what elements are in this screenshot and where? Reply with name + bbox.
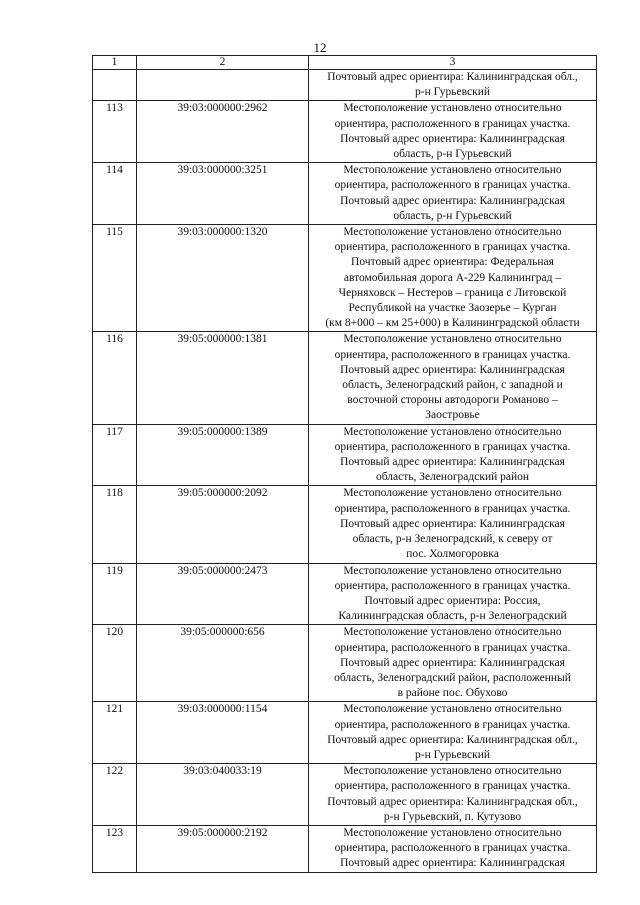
row-number — [93, 70, 137, 101]
location-line: область, р-н Зеленоградский, к северу от — [352, 533, 553, 546]
column-header-location: 3 — [309, 56, 597, 70]
location-line: Почтовый адрес ориентира: Калининградская обл., — [327, 795, 578, 808]
row-number: 122 — [93, 764, 137, 826]
table-row — [93, 702, 597, 764]
location-line: область, Зеленоградский район — [375, 471, 530, 484]
location-line: Калининградская область, р-н Зеленоградский — [338, 610, 567, 623]
location-line: Почтовый адрес ориентира: Россия, — [364, 594, 541, 607]
location-description — [309, 825, 597, 872]
table-row — [93, 332, 597, 424]
location-line: Почтовый адрес ориентира: Калининградская — [340, 656, 565, 669]
location-line: ориентира, расположенного в границах участка. — [334, 718, 571, 731]
location-line: ориентира, расположенного в границах участка. — [334, 241, 571, 254]
location-line: Почтовый адрес ориентира: Калининградская обл., — [327, 733, 578, 746]
location-description — [309, 486, 597, 563]
location-line: Заостровье — [425, 409, 480, 422]
cadastral-number: 39:03:000000:3251 — [137, 163, 309, 225]
location-line: Местоположение установлено относительно — [343, 826, 562, 839]
location-line: ориентира, расположенного в границах участка. — [334, 641, 571, 654]
location-description — [309, 702, 597, 764]
table-row — [93, 163, 597, 225]
location-line: Местоположение установлено относительно — [343, 487, 562, 500]
cadastral-number: 39:05:000000:1381 — [137, 332, 309, 424]
location-line: ориентира, расположенного в границах участка. — [334, 348, 571, 361]
location-line: ориентира, расположенного в границах участка. — [334, 502, 571, 515]
cadastral-number: 39:03:000000:1154 — [137, 702, 309, 764]
table-row — [93, 486, 597, 563]
location-line: Местоположение установлено относительно — [343, 333, 562, 346]
cadastral-number: 39:05:000000:2092 — [137, 486, 309, 563]
location-line: Местоположение установлено относительно — [343, 626, 562, 639]
location-line: Местоположение установлено относительно — [343, 703, 562, 716]
row-number: 123 — [93, 825, 137, 872]
registry-table — [92, 55, 597, 873]
table-row — [93, 563, 597, 625]
location-description — [309, 424, 597, 486]
table-row — [93, 225, 597, 332]
location-line: Почтовый адрес ориентира: Калининградская — [340, 194, 565, 207]
location-line: Почтовый адрес ориентира: Калининградская — [340, 363, 565, 376]
location-line: область, р-н Гурьевский — [393, 209, 512, 222]
header-row — [93, 56, 597, 70]
location-line: область, р-н Гурьевский — [393, 148, 512, 161]
cadastral-number: 39:05:000000:2192 — [137, 825, 309, 872]
row-number: 117 — [93, 424, 137, 486]
row-number: 121 — [93, 702, 137, 764]
row-number: 115 — [93, 225, 137, 332]
location-description — [309, 332, 597, 424]
location-description — [309, 563, 597, 625]
location-line: ориентира, расположенного в границах участка. — [334, 440, 571, 453]
location-line: Почтовый адрес ориентира: Калининградская — [340, 517, 565, 530]
location-line: Почтовый адрес ориентира: Калининградская — [340, 456, 565, 469]
table-row — [93, 825, 597, 872]
row-number: 120 — [93, 625, 137, 702]
location-line: (км 8+000 – км 25+000) в Калининградской области — [325, 317, 580, 330]
location-description — [309, 70, 597, 101]
row-number: 118 — [93, 486, 137, 563]
table-row — [93, 70, 597, 101]
cadastral-number: 39:05:000000:2473 — [137, 563, 309, 625]
location-description — [309, 625, 597, 702]
location-line: в районе пос. Обухово — [397, 687, 508, 700]
column-header-number: 1 — [93, 56, 137, 70]
location-line: Почтовый адрес ориентира: Калининградская — [340, 132, 565, 145]
cadastral-number: 39:03:000000:2962 — [137, 101, 309, 163]
location-line: Местоположение установлено относительно — [343, 425, 562, 438]
location-line: восточной стороны автодороги Романово – — [347, 394, 558, 407]
location-line: Почтовый адрес ориентира: Калининградская обл., — [327, 71, 578, 83]
location-line: Черняховск – Нестеров – граница с Литовской — [338, 286, 567, 299]
cadastral-number: 39:03:040033:19 — [137, 764, 309, 826]
location-description — [309, 101, 597, 163]
table-row — [93, 625, 597, 702]
location-line: ориентира, расположенного в границах участка. — [334, 179, 571, 192]
location-description — [309, 764, 597, 826]
location-line: Республикой на участке Заозерье – Курган — [348, 302, 557, 315]
cadastral-number: 39:05:000000:1389 — [137, 424, 309, 486]
location-line: Местоположение установлено относительно — [343, 765, 562, 778]
row-number: 113 — [93, 101, 137, 163]
location-line: ориентира, расположенного в границах участка. — [334, 579, 571, 592]
table-row — [93, 764, 597, 826]
column-header-cadastral: 2 — [137, 56, 309, 70]
location-line: автомобильная дорога А-229 Калининград – — [343, 271, 562, 284]
cadastral-number: 39:05:000000:656 — [137, 625, 309, 702]
location-line: область, Зеленоградский район, с западной и — [342, 379, 563, 392]
location-line: Почтовый адрес ориентира: Калининградская — [340, 857, 565, 870]
location-line: Местоположение установлено относительно — [343, 226, 562, 239]
table-row — [93, 424, 597, 486]
cadastral-number: 39:03:000000:1320 — [137, 225, 309, 332]
table-row — [93, 101, 597, 163]
cadastral-number — [137, 70, 309, 101]
location-line: Местоположение установлено относительно — [343, 564, 562, 577]
row-number: 116 — [93, 332, 137, 424]
page-number: 12 — [313, 40, 327, 55]
location-line: ориентира, расположенного в границах участка. — [334, 780, 571, 793]
row-number: 114 — [93, 163, 137, 225]
location-line: р-н Гурьевский, п. Кутузово — [383, 810, 522, 823]
location-line: р-н Гурьевский — [414, 748, 491, 761]
location-line: область, Зеленоградский район, расположенный — [334, 671, 571, 684]
location-line: ориентира, расположенного в границах участка. — [334, 117, 571, 130]
location-line: Почтовый адрес ориентира: Федеральная — [351, 256, 554, 269]
location-line: ориентира, расположенного в границах участка. — [334, 842, 571, 855]
location-description — [309, 225, 597, 332]
location-line: пос. Холмогоровка — [406, 548, 499, 561]
location-line: Местоположение установлено относительно — [343, 102, 562, 115]
location-description — [309, 163, 597, 225]
location-line: р-н Гурьевский — [414, 86, 491, 99]
row-number: 119 — [93, 563, 137, 625]
location-line: Местоположение установлено относительно — [343, 164, 562, 177]
